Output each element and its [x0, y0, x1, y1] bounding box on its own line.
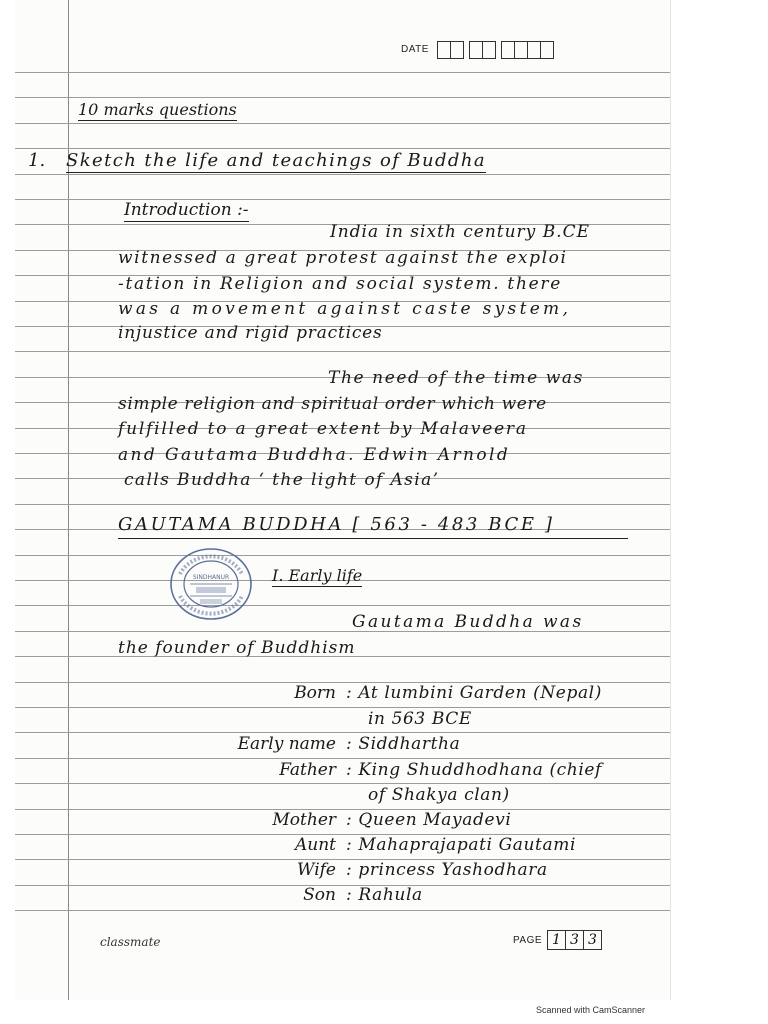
fact-label: Wife: [297, 860, 336, 880]
need-line-1: The need of the time was: [328, 368, 584, 388]
fact-value: : At lumbini Garden (Nepal): [346, 683, 602, 703]
need-line-5: calls Buddha ‘ the light of Asia’: [124, 470, 440, 490]
ruled-line: [15, 555, 670, 556]
ruled-line: [15, 174, 670, 175]
ruled-line: [15, 199, 670, 200]
ruled-line: [15, 783, 670, 784]
intro-line-2: witnessed a great protest against the exploi: [118, 248, 568, 268]
fact-value: : Mahaprajapati Gautami: [346, 835, 576, 855]
ruled-line: [15, 910, 670, 911]
fact-value: in 563 BCE: [368, 709, 472, 729]
question-number: 1.: [28, 150, 46, 171]
early-life-title: I. Early life: [272, 566, 363, 585]
need-line-2: simple religion and spiritual order which were: [118, 394, 547, 414]
fact-label: Son: [303, 885, 336, 905]
ruled-line: [15, 123, 670, 124]
ruled-line: [15, 72, 670, 73]
intro-line-5: injustice and rigid practices: [118, 323, 383, 343]
fact-label: Mother: [272, 810, 336, 830]
fact-label: Aunt: [294, 835, 336, 855]
founder-line-1: Gautama Buddha was: [352, 612, 584, 632]
ruled-line: [15, 885, 670, 886]
library-seal-icon: [168, 546, 254, 622]
title-underline: [118, 538, 628, 539]
intro-line-4: was a movement against caste system,: [118, 299, 572, 319]
ruled-line: [15, 707, 670, 708]
need-line-4: and Gautama Buddha. Edwin Arnold: [118, 445, 511, 465]
heading: 10 marks questions: [78, 100, 237, 119]
need-line-3: fulfilled to a great extent by Malaveera: [118, 419, 528, 439]
classmate-logo: classmate: [100, 935, 161, 949]
ruled-line: [15, 758, 670, 759]
gautama-buddha-title: GAUTAMA BUDDHA [ 563 - 483 BCE ]: [118, 514, 555, 535]
fact-value: : princess Yashodhara: [346, 860, 548, 880]
ruled-line: [15, 809, 670, 810]
page-digit: 3: [565, 930, 584, 950]
ruled-line: [15, 148, 670, 149]
page-digit: 1: [547, 930, 566, 950]
fact-label: Father: [279, 760, 336, 780]
page-number-boxes: [548, 930, 602, 950]
stamp-text: SINDHANUR: [192, 574, 230, 581]
ruled-line: [15, 504, 670, 505]
fact-value: : Siddhartha: [346, 734, 461, 754]
fact-value: of Shakya clan): [368, 785, 510, 805]
ruled-line: [15, 351, 670, 352]
ruled-line: [15, 732, 670, 733]
page-label: PAGE: [513, 935, 543, 946]
ruled-line: [15, 859, 670, 860]
fact-label: Early name: [237, 734, 336, 754]
date-boxes: [438, 41, 554, 59]
date-label: DATE: [401, 44, 429, 55]
fact-value: : Rahula: [346, 885, 423, 905]
question-text: Sketch the life and teachings of Buddha: [66, 150, 486, 171]
scanner-watermark: Scanned with CamScanner: [536, 1005, 646, 1015]
fact-value: : King Shuddhodhana (chief: [346, 760, 602, 780]
intro-line-3: -tation in Religion and social system. there: [118, 274, 562, 294]
intro-title: Introduction :-: [124, 200, 249, 220]
ruled-line: [15, 97, 670, 98]
page-digit: 3: [583, 930, 602, 950]
intro-line-1: India in sixth century B.CE: [330, 222, 591, 242]
fact-value: : Queen Mayadevi: [346, 810, 512, 830]
ruled-line: [15, 605, 670, 606]
founder-line-2: the founder of Buddhism: [118, 638, 356, 658]
fact-label: Born: [294, 683, 336, 703]
